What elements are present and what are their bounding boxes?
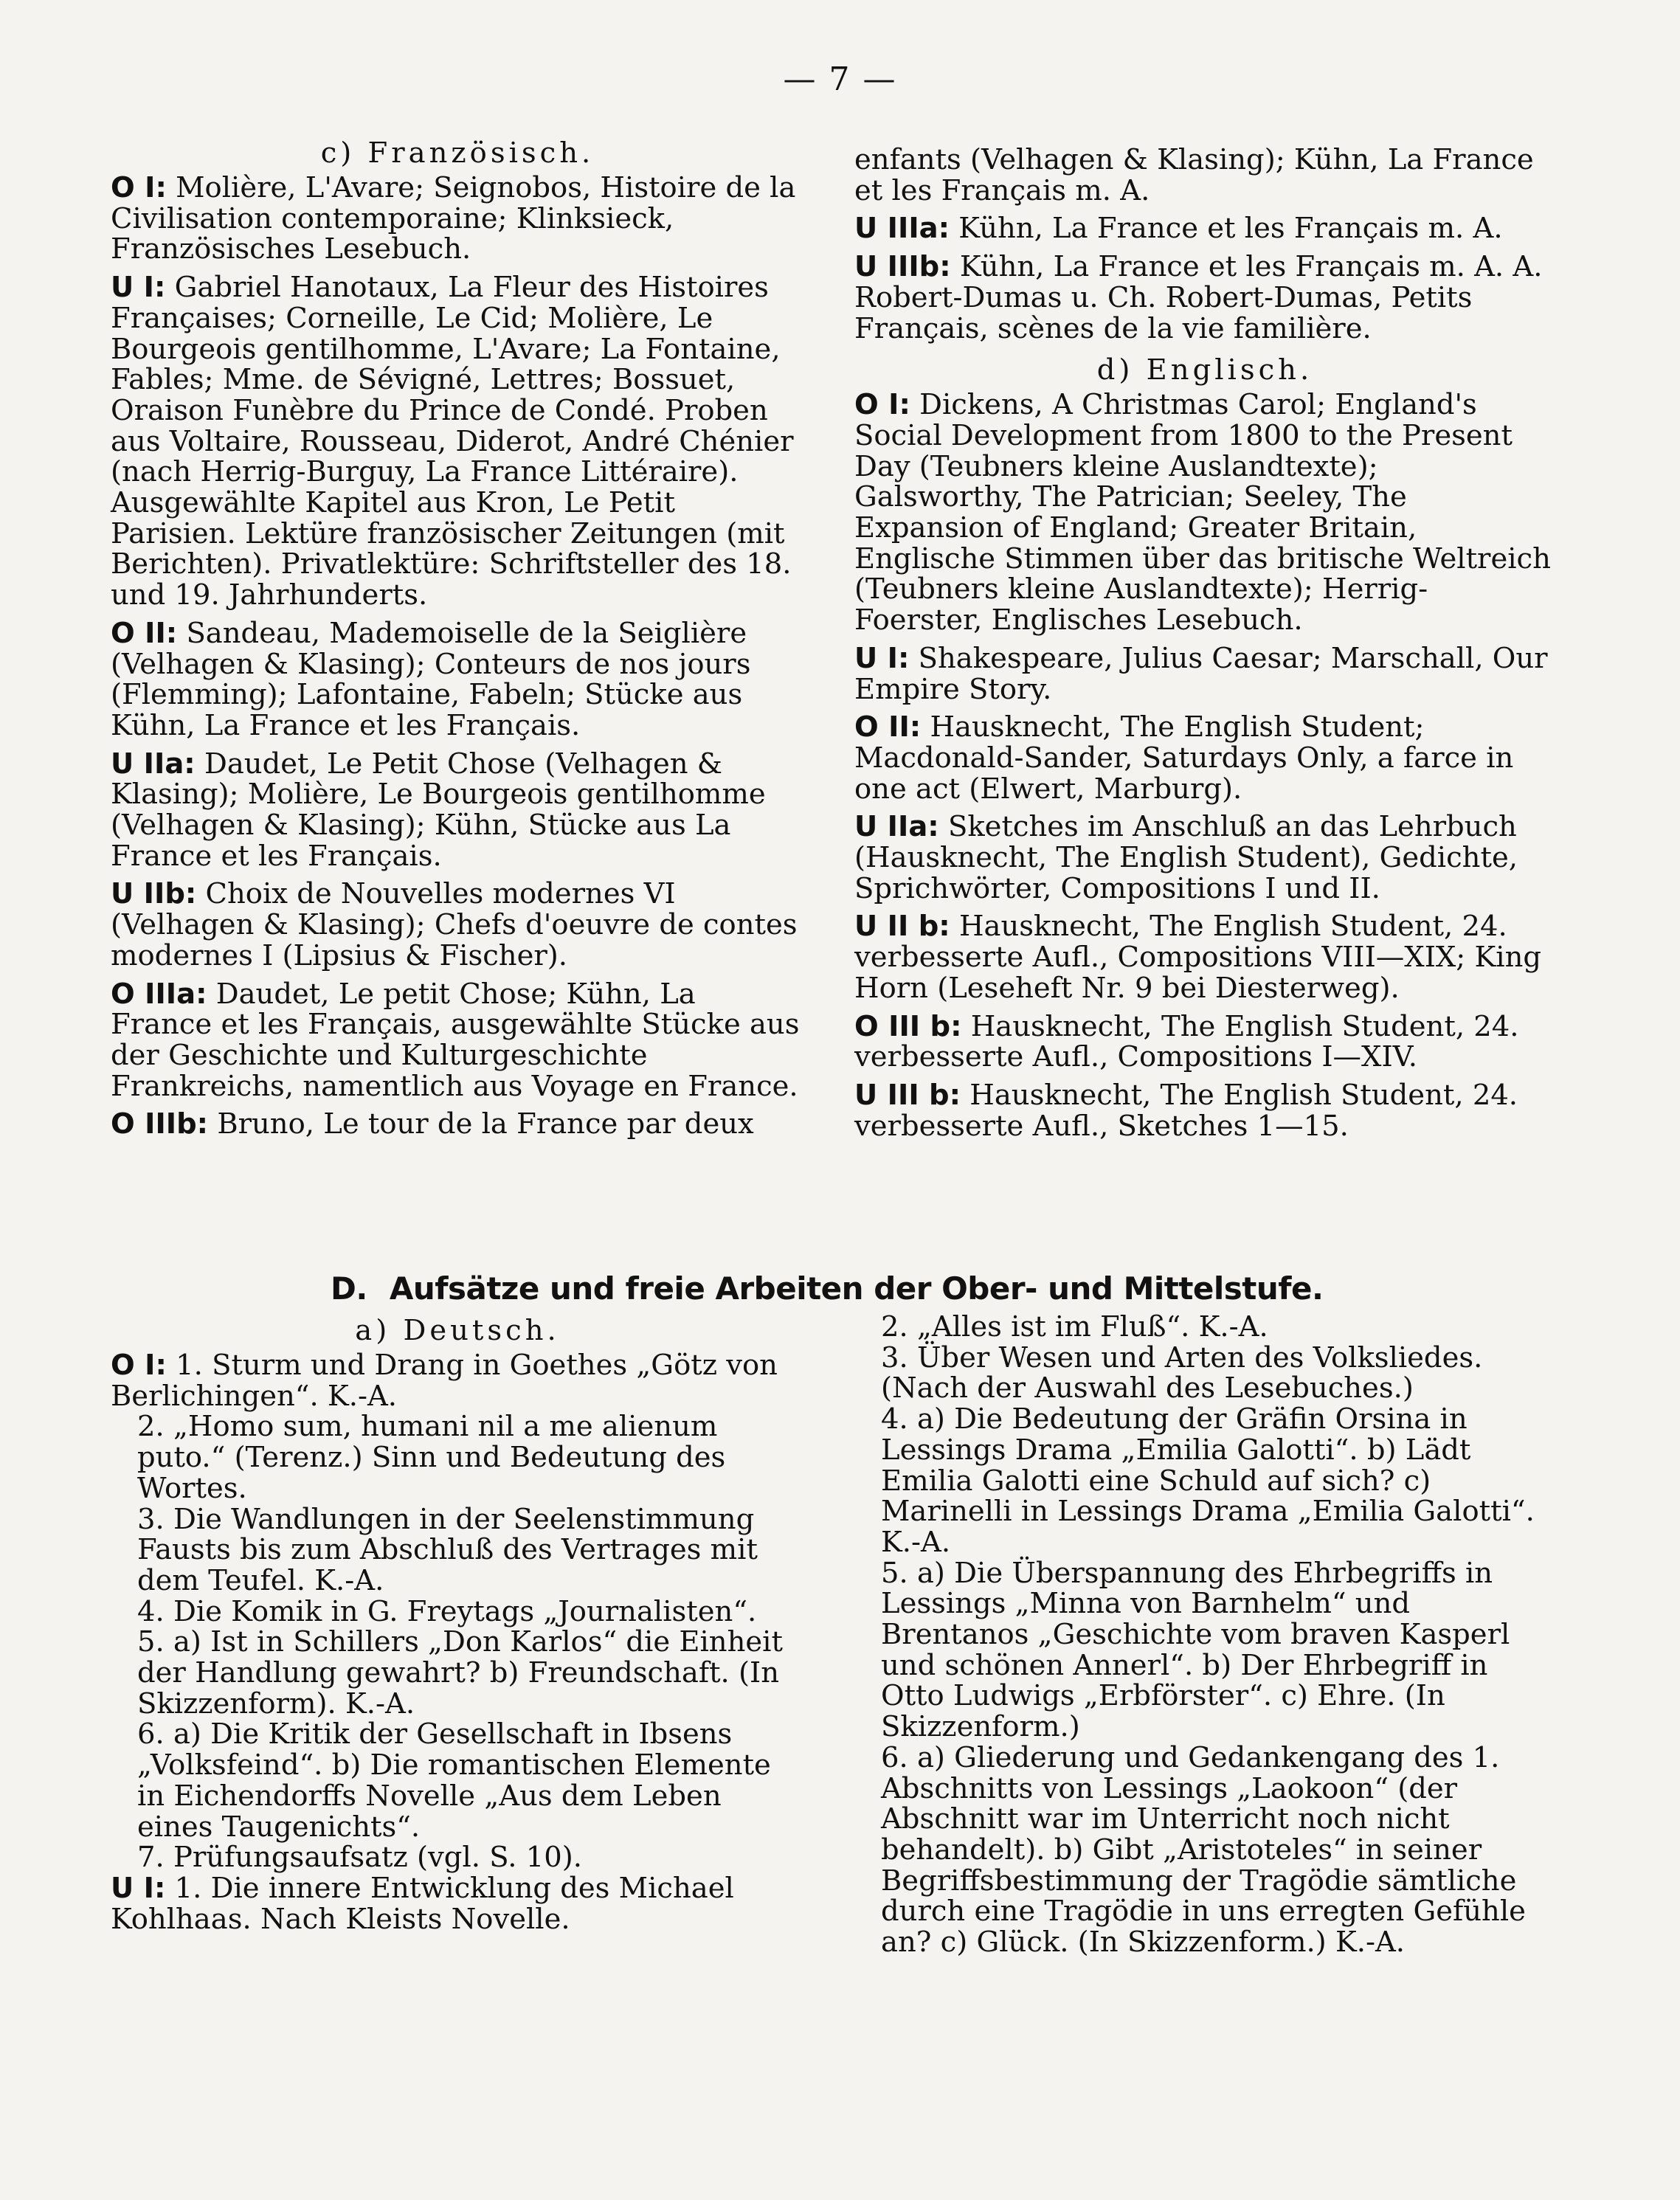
essay-item: 5. a) Die Überspannung des Ehrbegriffs in Lessings „Minna von Barnhelm“ und Brentanos „Geschichte vom braven Kasperl und schönen Annerl“. b) Der Ehrbegriff in Otto Ludwigs „Erbförster“. c) Ehre. (In Skizzenform.) <box>881 1556 1510 1744</box>
entry-text: Sandeau, Mademoiselle de la Seiglière (Velhagen & Klasing); Conteurs de nos jours (Flemming); Lafontaine, Fabeln; Stücke aus Kühn, La France et les Français. <box>111 616 751 742</box>
german-heading: a) Deutsch. <box>355 1314 560 1347</box>
class-label: U II b: <box>854 910 950 944</box>
english-entry <box>854 643 1555 705</box>
entry-text: Dickens, A Christmas Carol; England's Social Development from 1800 to the Present Day (Teubners kleine Auslandtexte); Galsworthy, The Patrician; Seeley, The Expansion of England; Greater Britain, Englische Stimmen über das britische Weltreich (Teubners kleine Auslandtexte); Herrig-Foerster, Englisches Lesebuch. <box>854 388 1551 637</box>
french-entry <box>111 173 804 265</box>
french-entry <box>111 272 804 611</box>
class-label: U I: <box>111 271 166 305</box>
french-entry <box>854 252 1555 344</box>
section-title: Aufsätze und freie Arbeiten der Ober- und Mittelstufe. <box>389 1270 1324 1307</box>
left-column-top <box>111 134 804 1147</box>
essay-item: 4. a) Die Bedeutung der Gräfin Orsina in Lessings Drama „Emilia Galotti“. b) Lädt Emilia Galotti eine Schuld auf sich? c) Marinelli in Lessings Drama „Emilia Galotti“. K.-A. <box>881 1402 1535 1559</box>
essay-item: 6. a) Gliederung und Gedankengang des 1. Abschnitts von Lessings „Laokoon“ (der Abschnitt war im Unterricht noch nicht behandelt). b) Gibt „Aristoteles“ in seiner Begriffsbestimmung der Tragödie sämtliche durch eine Tragödie in uns erregten Gefühle an? c) Glück. (In Skizzenform.) K.-A. <box>881 1740 1526 1959</box>
class-label: U IIa: <box>111 747 196 781</box>
french-entry <box>854 213 1555 244</box>
essay-item: 3. Die Wandlungen in der Seelenstimmung Fausts bis zum Abschluß des Vertrages mit dem Teufel. K.-A. <box>137 1502 758 1597</box>
english-entry <box>854 390 1555 636</box>
entry-text: Daudet, Le Petit Chose (Velhagen & Klasing); Molière, Le Bourgeois gentilhomme (Velhagen & Klasing); Kühn, Stücke aus La France et les Français. <box>111 747 766 873</box>
class-label: O II: <box>854 710 922 744</box>
class-label: U IIIb: <box>854 250 951 284</box>
french-entry <box>111 749 804 872</box>
english-entry <box>854 812 1555 904</box>
entry-text: Hausknecht, The English Student, 24. verbesserte Aufl., Compositions I—XIV. <box>854 1009 1519 1074</box>
class-label: U III b: <box>854 1078 961 1112</box>
english-entry <box>854 911 1555 1003</box>
entry-text: Molière, L'Avare; Seignobos, Histoire de la Civilisation contemporaine; Klinksieck, Französisches Lesebuch. <box>111 171 796 266</box>
entry-text: Gabriel Hanotaux, La Fleur des Histoires Françaises; Corneille, Le Cid; Molière, Le Bourgeois gentilhomme, L'Avare; La Fontaine, Fables; Mme. de Sévigné, Lettres; Bossuet, Oraison Funèbre du Prince de Condé. Proben aus Voltaire, Rousseau, Diderot, André Chénier (nach Herrig-Burguy, La France Littéraire). Ausgewählte Kapitel aus Kron, Le Petit Parisien. Lektüre französischer Zeitungen (mit Berichten). Privatlektüre: Schriftsteller des 18. und 19. Jahrhunderts. <box>111 271 794 612</box>
section-letter: D. <box>331 1270 367 1307</box>
essay-item: 5. a) Ist in Schillers „Don Karlos“ die Einheit der Handlung gewahrt? b) Freundschaft. (In Skizzenform). K.-A. <box>137 1625 783 1720</box>
class-label: O II: <box>111 616 178 650</box>
entry-text: Kühn, La France et les Français m. A. <box>958 212 1503 246</box>
entry-text: Hausknecht, The English Student, 24. verbesserte Aufl., Sketches 1—15. <box>854 1078 1518 1143</box>
entry-text: Bruno, Le tour de la France par deux <box>217 1107 754 1141</box>
class-label: U IIb: <box>111 877 197 911</box>
essay-item: 3. Über Wesen und Arten des Volksliedes. (Nach der Auswahl des Lesebuches.) <box>881 1341 1483 1405</box>
entry-text: Kühn, La France et les Français m. A. A. Robert-Dumas u. Ch. Robert-Dumas, Petits Français, scènes de la vie familière. <box>854 250 1543 345</box>
english-heading: d) Englisch. <box>1096 353 1313 387</box>
class-label: O I: <box>854 388 910 422</box>
english-entry <box>854 1080 1555 1141</box>
section-d-heading <box>331 1270 1363 1307</box>
essay-item: 6. a) Die Kritik der Gesellschaft in Ibsens „Volksfeind“. b) Die romantischen Elemente in Eichendorffs Novelle „Aus dem Leben eines Taugenichts“. <box>137 1718 771 1844</box>
essay-item: 4. Die Komik in G. Freytags „Journalisten“. <box>137 1594 757 1628</box>
class-label: U I: <box>111 1871 166 1905</box>
class-label: U I: <box>854 641 910 675</box>
french-continuation: enfants (Velhagen & Klasing); Kühn, La France et les Français m. A. <box>854 143 1534 207</box>
french-heading: c) Französisch. <box>320 136 595 170</box>
entry-text: Hausknecht, The English Student, 24. verbesserte Aufl., Compositions VIII—XIX; King Horn (Leseheft Nr. 9 bei Diesterweg). <box>854 910 1542 1005</box>
english-entry <box>854 1011 1555 1073</box>
right-column-top <box>854 145 1555 1149</box>
class-label: O I: <box>111 171 167 204</box>
entry-text: Sketches im Anschluß an das Lehrbuch (Hausknecht, The English Student), Gedichte, Sprichwörter, Compositions I und II. <box>854 810 1518 905</box>
entry-text: Shakespeare, Julius Caesar; Marschall, Our Empire Story. <box>854 641 1548 706</box>
french-entry <box>111 879 804 971</box>
right-column-bottom <box>854 1312 1555 1958</box>
german-o1-first <box>111 1350 804 1411</box>
essay-item: 1. Die innere Entwicklung des Michael Kohlhaas. Nach Kleists Novelle. <box>111 1871 734 1936</box>
class-label: U IIa: <box>854 810 939 844</box>
class-label: U IIIa: <box>854 212 950 246</box>
class-label: O IIIa: <box>111 977 207 1011</box>
french-entry <box>111 1109 804 1140</box>
left-column-bottom <box>111 1312 804 1934</box>
essay-item: 2. „Alles ist im Fluß“. K.-A. <box>881 1310 1268 1343</box>
class-label: O IIIb: <box>111 1107 209 1141</box>
essay-item: 1. Sturm und Drang in Goethes „Götz von Berlichingen“. K.-A. <box>111 1349 778 1413</box>
essay-item: 2. „Homo sum, humani nil a me alienum puto.“ (Terenz.) Sinn und Bedeutung des Wortes. <box>137 1410 726 1505</box>
page-number: — 7 — <box>783 60 897 98</box>
french-entry <box>111 618 804 741</box>
essay-item: 7. Prüfungsaufsatz (vgl. S. 10). <box>137 1841 582 1875</box>
entry-text: Daudet, Le petit Chose; Kühn, La France et les Français, ausgewählte Stücke aus der Geschichte und Kulturgeschichte Frankreichs, namentlich aus Voyage en France. <box>111 977 800 1103</box>
class-label: O I: <box>111 1349 167 1382</box>
french-entry <box>111 979 804 1102</box>
class-label: O III b: <box>854 1009 962 1043</box>
entry-text: Choix de Nouvelles modernes VI (Velhagen & Klasing); Chefs d'oeuvre de contes modernes I (Lipsius & Fischer). <box>111 877 798 972</box>
entry-text: Hausknecht, The English Student; Macdonald-Sander, Saturdays Only, a farce in one act (Elwert, Marburg). <box>854 710 1514 806</box>
german-u1-first <box>111 1873 804 1934</box>
english-entry <box>854 712 1555 804</box>
